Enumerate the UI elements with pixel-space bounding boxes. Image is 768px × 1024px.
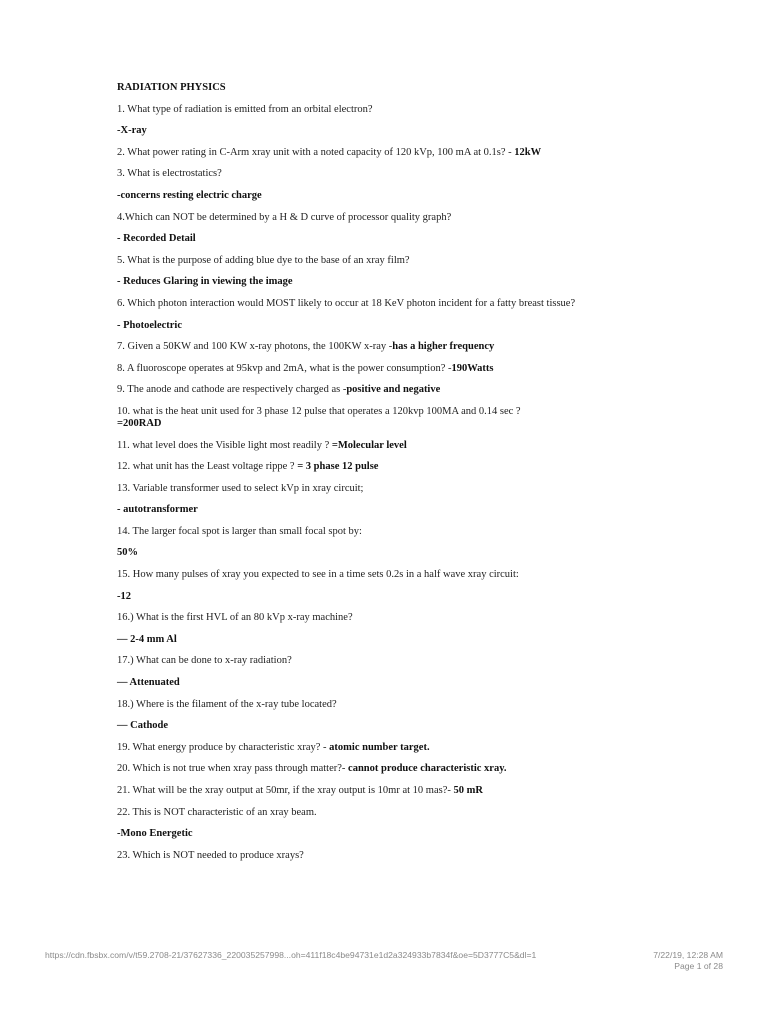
- document-line: [117, 406, 587, 430]
- answer-text: - Reduces Glaring in viewing the image: [117, 276, 293, 288]
- question-text: 4.Which can NOT be determined by a H & D curve of processor quality graph?: [117, 211, 452, 223]
- question-text: 15. How many pulses of xray you expected to see in a time sets 0.2s in a half wave xray circuit:: [117, 569, 519, 581]
- question-text: 2. What power rating in C-Arm xray unit with a noted capacity of 120 kVp, 100 mA at 0.1s? -: [117, 146, 515, 158]
- document-line: [117, 363, 587, 375]
- document-line: [117, 440, 587, 452]
- document-line: [117, 461, 587, 473]
- document-line: [117, 483, 587, 495]
- document-line: [117, 807, 587, 819]
- document-line: [117, 526, 587, 538]
- answer-text: - autotransformer: [117, 504, 198, 516]
- footer-page-number: Page 1 of 28: [674, 961, 723, 971]
- question-text: 12. what unit has the Least voltage rippe ?: [117, 461, 298, 473]
- question-text: 9. The anode and cathode are respectively charged as -: [117, 384, 347, 396]
- document-line: [117, 341, 587, 353]
- question-text: 16.) What is the first HVL of an 80 kVp x-ray machine?: [117, 612, 353, 624]
- document-title: RADIATION PHYSICS: [117, 82, 226, 93]
- document-line: [117, 384, 587, 396]
- question-text: 23. Which is NOT needed to produce xrays?: [117, 849, 304, 861]
- answer-text: -Mono Energetic: [117, 828, 193, 840]
- document-line: [117, 320, 587, 332]
- question-list: [117, 104, 587, 862]
- question-text: 8. A fluoroscope operates at 95kvp and 2mA, what is the power consumption? -: [117, 362, 452, 374]
- question-text: 7. Given a 50KW and 100 KW x-ray photons, the 100KW x-ray -: [117, 341, 393, 353]
- answer-text: 50%: [117, 547, 138, 559]
- answer-text: -concerns resting electric charge: [117, 189, 262, 201]
- document-line: [117, 168, 587, 180]
- document-line: [117, 655, 587, 667]
- answer-text: - Photoelectric: [117, 319, 183, 331]
- document-line: [117, 276, 587, 288]
- question-text: 17.) What can be done to x-ray radiation?: [117, 655, 292, 667]
- document-line: [117, 104, 587, 116]
- answer-text: =200RAD: [117, 417, 162, 429]
- answer-text: = 3 phase 12 pulse: [297, 461, 379, 473]
- question-text: 6. Which photon interaction would MOST likely to occur at 18 KeV photon incident for a fatty breast tissue?: [117, 297, 576, 309]
- question-text: 22. This is NOT characteristic of an xray beam.: [117, 806, 317, 818]
- question-text: 21. What will be the xray output at 50mr, if the xray output is 10mr at 10 mas?-: [117, 785, 454, 796]
- footer-url: https://cdn.fbsbx.com/v/t59.2708-21/37627336_220035257998...oh=411f18c4be94731e1d2a324933b7834f&oe=5D3777C5&dl=1: [45, 950, 537, 960]
- document-line: [117, 212, 587, 224]
- document-line: [117, 785, 587, 797]
- document-line: [117, 147, 587, 159]
- question-text: 18.) Where is the filament of the x-ray tube located?: [117, 698, 337, 710]
- answer-text: - Recorded Detail: [117, 233, 196, 245]
- document-line: [117, 850, 587, 862]
- answer-text: 12kW: [514, 146, 542, 158]
- answer-text: has a higher frequency: [392, 341, 495, 353]
- document-line: [117, 677, 587, 689]
- answer-text: -12: [117, 590, 131, 602]
- answer-text: =Molecular level: [331, 439, 407, 451]
- document-line: [117, 742, 587, 754]
- document-line: [117, 591, 587, 603]
- document-content: [117, 82, 587, 871]
- answer-text: — 2-4 mm Al: [117, 633, 177, 645]
- answer-text: -X-ray: [117, 125, 147, 137]
- answer-text: — Attenuated: [117, 677, 180, 689]
- document-line: [117, 763, 587, 775]
- document-line: [117, 828, 587, 840]
- document-line: [117, 190, 587, 202]
- document-line: [117, 233, 587, 245]
- answer-text: — Cathode: [117, 720, 169, 732]
- question-text: 20. Which is not true when xray pass through matter?-: [117, 763, 349, 775]
- answer-text: 50 mR: [453, 785, 483, 796]
- document-line: [117, 298, 587, 310]
- answer-text: 190Watts: [451, 362, 494, 374]
- question-text: 1. What type of radiation is emitted from an orbital electron?: [117, 103, 373, 115]
- question-text: 3. What is electrostatics?: [117, 168, 222, 180]
- question-text: 5. What is the purpose of adding blue dye to the base of an xray film?: [117, 254, 410, 266]
- answer-text: cannot produce characteristic xray.: [348, 763, 507, 775]
- document-line: [117, 125, 587, 137]
- question-text: 11. what level does the Visible light most readily ?: [117, 439, 332, 451]
- document-line: [117, 699, 587, 711]
- answer-text: atomic number target.: [329, 741, 430, 753]
- footer-meta: [653, 950, 723, 972]
- document-line: [117, 504, 587, 516]
- document-line: [117, 612, 587, 624]
- question-text: 13. Variable transformer used to select kVp in xray circuit;: [117, 482, 364, 494]
- document-line: [117, 720, 587, 732]
- question-text: 14. The larger focal spot is larger than small focal spot by:: [117, 525, 362, 537]
- document-line: [117, 634, 587, 646]
- document-line: [117, 255, 587, 267]
- footer-datetime: 7/22/19, 12:28 AM: [653, 950, 723, 960]
- question-text: 10. what is the heat unit used for 3 phase 12 pulse that operates a 120kvp 100MA and 0.14 sec ?: [117, 405, 521, 417]
- answer-text: positive and negative: [346, 384, 441, 396]
- document-line: [117, 547, 587, 559]
- question-text: 19. What energy produce by characteristic xray? -: [117, 741, 330, 753]
- document-line: [117, 569, 587, 581]
